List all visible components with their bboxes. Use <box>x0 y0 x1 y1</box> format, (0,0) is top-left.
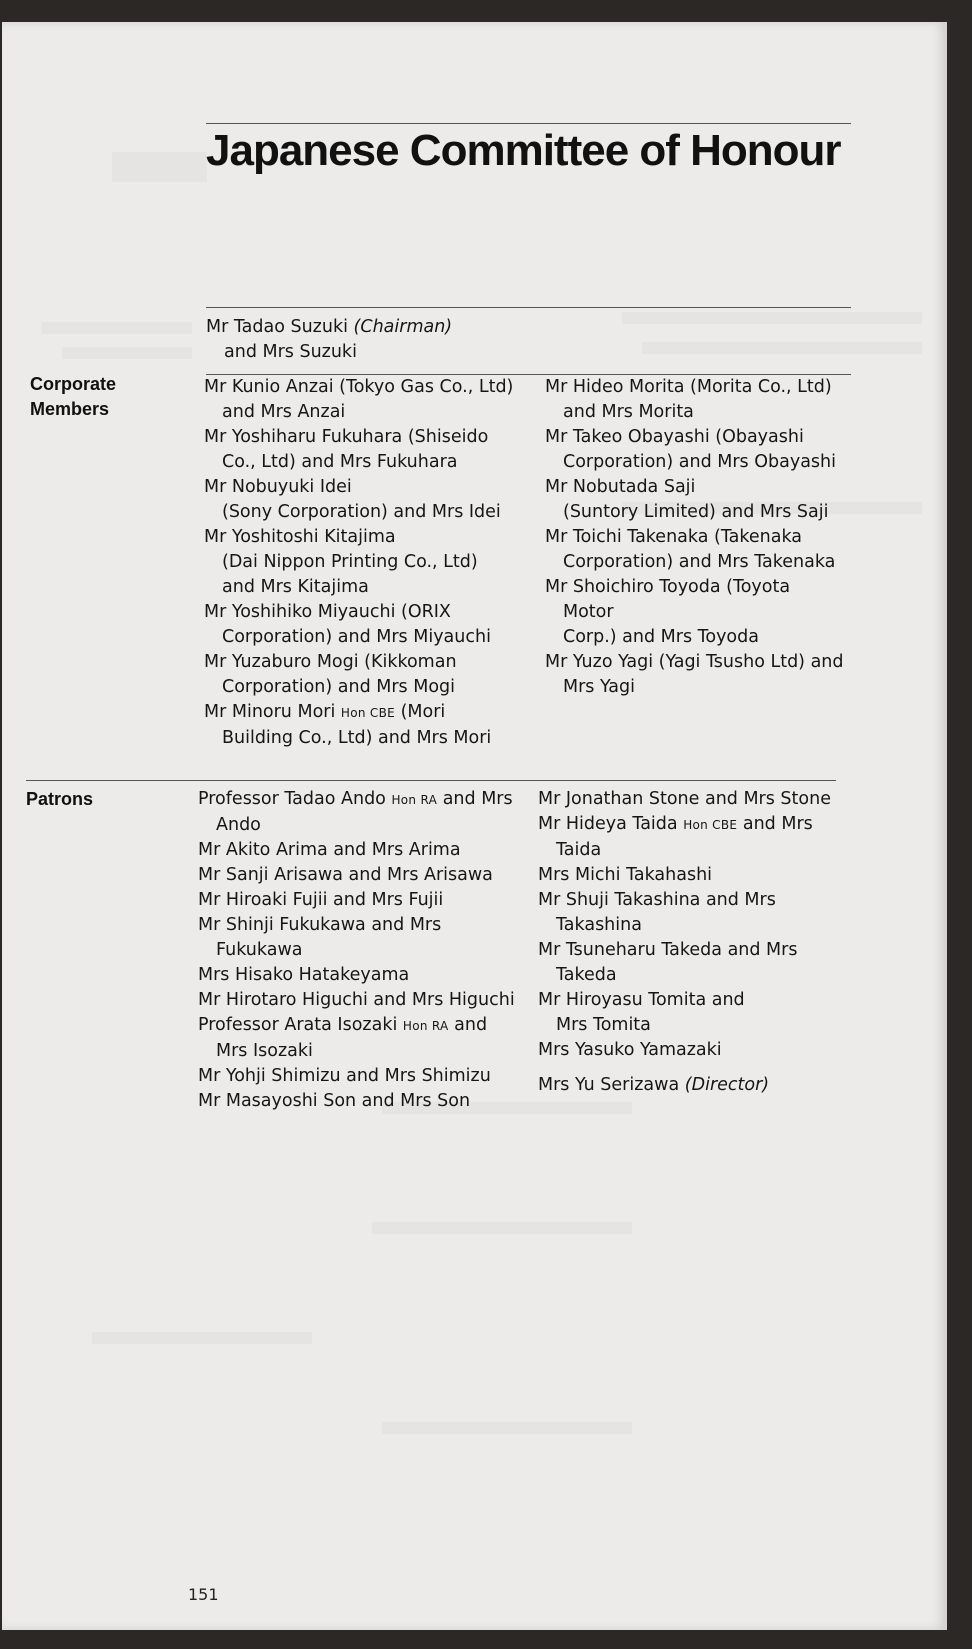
honor-postnominal: Hon RA <box>402 1019 449 1033</box>
corporate-right-column <box>545 375 850 700</box>
list-item: Mr Jonathan Stone and Mrs Stone <box>538 789 831 809</box>
list-item: Mr Yoshitoshi Kitajima (Dai Nippon Printing Co., Ltd) and Mrs Kitajima <box>204 527 478 597</box>
chairman-spouse: and Mrs Suzuki <box>224 342 357 362</box>
list-item: Mr Masayoshi Son and Mrs Son <box>198 1091 471 1111</box>
list-item: Mrs Hisako Hatakeyama <box>198 965 410 985</box>
list-item: Mr Hiroaki Fujii and Mrs Fujii <box>198 890 444 910</box>
list-item: Mr Kunio Anzai (Tokyo Gas Co., Ltd) and Mrs Anzai <box>204 377 514 422</box>
honor-postnominal: Hon CBE <box>340 706 395 720</box>
list-item: Mr Nobutada Saji (Suntory Limited) and Mrs Saji <box>545 477 829 522</box>
taida-rest: and Mrs Taida <box>556 814 813 860</box>
list-item: Mr Toichi Takenaka (Takenaka Corporation) and Mrs Takenaka <box>545 527 836 572</box>
title-top-rule <box>206 123 851 124</box>
list-item: Mr Yohji Shimizu and Mrs Shimizu <box>198 1066 491 1086</box>
list-item: Mr Shuji Takashina and Mrs Takashina <box>538 890 776 935</box>
isozaki-name: Professor Arata Isozaki <box>198 1015 398 1035</box>
list-item: Mr Shoichiro Toyoda (Toyota Motor Corp.) and Mrs Toyoda <box>545 577 791 647</box>
isozaki-rest: and Mrs Isozaki <box>216 1015 488 1061</box>
mori-rest: (Mori Building Co., Ltd) and Mrs Mori <box>222 702 492 748</box>
list-item: Mr Hideo Morita (Morita Co., Ltd) and Mrs Morita <box>545 377 832 422</box>
patrons-label: Patrons <box>26 789 94 809</box>
page-title: Japanese Committee of Honour <box>206 126 841 175</box>
list-item: Mr Hiroyasu Tomita and Mrs Tomita <box>538 990 745 1035</box>
list-item <box>198 1013 520 1064</box>
list-item: Mrs Michi Takahashi <box>538 865 713 885</box>
list-item: Mr Yoshihiko Miyauchi (ORIX Corporation) and Mrs Miyauchi <box>204 602 491 647</box>
mori-name: Mr Minoru Mori <box>204 702 336 722</box>
patrons-rule <box>26 780 836 781</box>
patrons-right-column <box>538 787 850 1098</box>
list-item <box>204 700 516 751</box>
taida-name: Mr Hideya Taida <box>538 814 678 834</box>
list-item: Mr Yoshiharu Fukuhara (Shiseido Co., Ltd) and Mrs Fukuhara <box>204 427 489 472</box>
document-page <box>2 22 947 1630</box>
list-item: Mr Hirotaro Higuchi and Mrs Higuchi <box>198 990 515 1010</box>
list-item: Mr Tsuneharu Takeda and Mrs Takeda <box>538 940 798 985</box>
list-item <box>538 812 850 863</box>
chairman-name: Mr Tadao Suzuki <box>206 317 348 337</box>
corporate-members-label: Corporate Members <box>30 374 117 419</box>
list-item: Mr Yuzaburo Mogi (Kikkoman Corporation) and Mrs Mogi <box>204 652 457 697</box>
patrons-left-column <box>198 787 520 1114</box>
honor-postnominal: Hon RA <box>391 793 438 807</box>
list-item: Mr Yuzo Yagi (Yagi Tsusho Ltd) and Mrs Yagi <box>545 652 844 697</box>
chairman-rule <box>206 307 851 308</box>
list-item: Mrs Yasuko Yamazaki <box>538 1040 722 1060</box>
director-role: (Director) <box>684 1075 770 1095</box>
list-item <box>198 787 520 838</box>
page-number: 151 <box>188 1585 219 1604</box>
chairman-role: (Chairman) <box>353 317 453 337</box>
director-name: Mrs Yu Serizawa <box>538 1075 680 1095</box>
list-item: Mr Nobuyuki Idei (Sony Corporation) and Mrs Idei <box>204 477 501 522</box>
honor-postnominal: Hon CBE <box>683 818 738 832</box>
corporate-left-column <box>204 375 516 751</box>
list-item: Mr Shinji Fukukawa and Mrs Fukukawa <box>198 915 442 960</box>
list-item: Mr Akito Arima and Mrs Arima <box>198 840 461 860</box>
chairman-block <box>206 315 626 365</box>
list-item: Mr Sanji Arisawa and Mrs Arisawa <box>198 865 493 885</box>
ando-rest: and Mrs Ando <box>216 789 513 835</box>
director-entry <box>538 1073 850 1098</box>
ando-name: Professor Tadao Ando <box>198 789 386 809</box>
chairman-entry <box>206 315 626 365</box>
list-item: Mr Takeo Obayashi (Obayashi Corporation) and Mrs Obayashi <box>545 427 836 472</box>
